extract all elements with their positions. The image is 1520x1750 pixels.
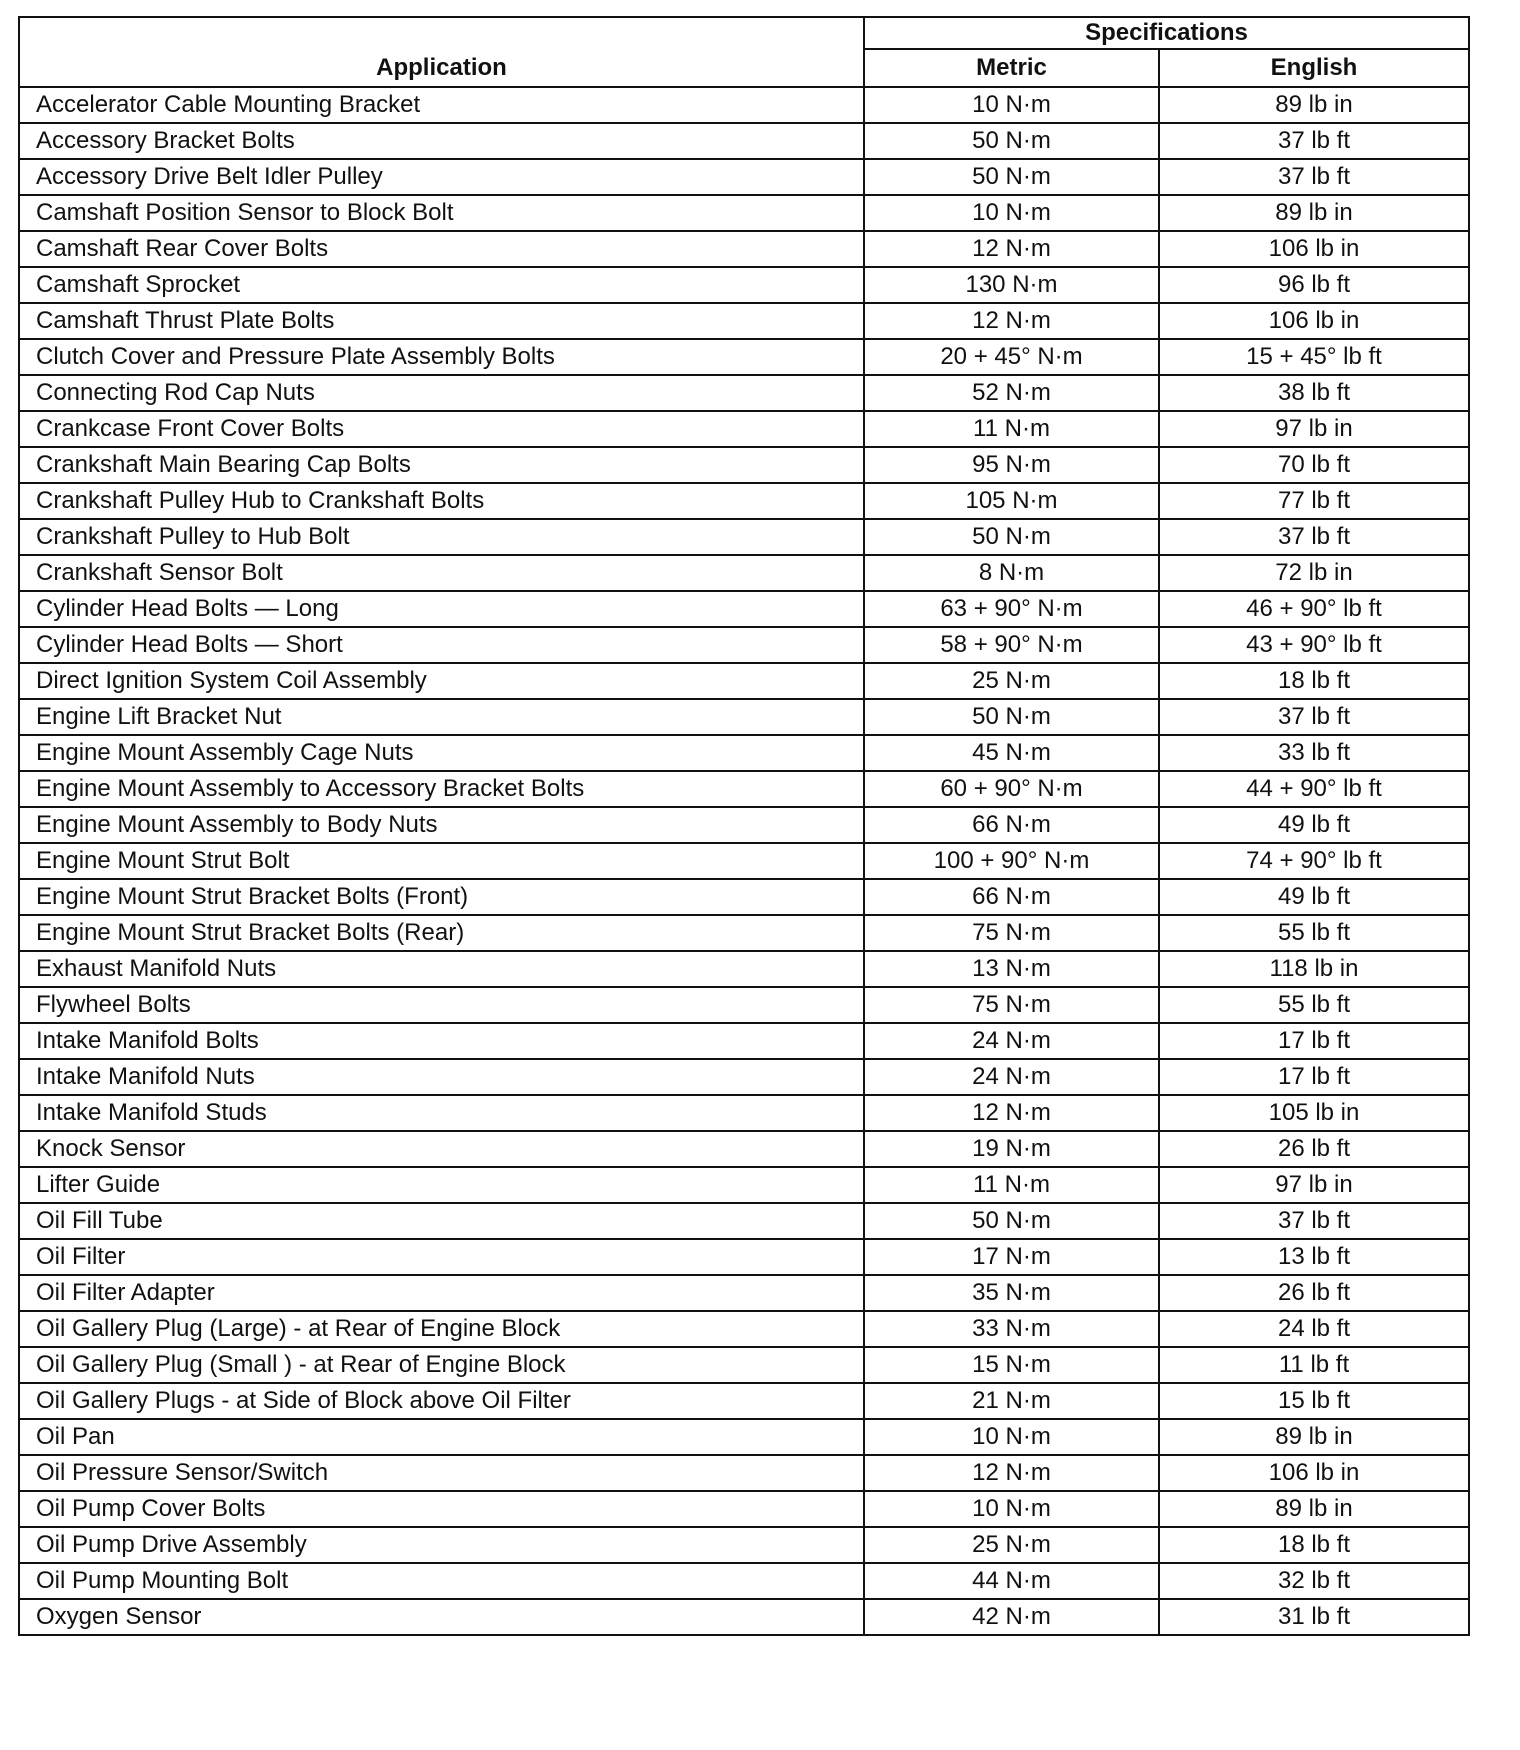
metric-torque-cell: 50 N·m (864, 1203, 1159, 1239)
english-torque-cell: 106 lb in (1159, 1455, 1469, 1491)
table-row (19, 1419, 1469, 1455)
table-row (19, 267, 1469, 303)
english-torque-cell: 89 lb in (1159, 1419, 1469, 1455)
application-cell: Oil Gallery Plug (Small ) - at Rear of Engine Block (19, 1347, 864, 1383)
table-row (19, 591, 1469, 627)
table-row (19, 1059, 1469, 1095)
application-cell: Engine Mount Strut Bracket Bolts (Front) (19, 879, 864, 915)
english-torque-cell: 72 lb in (1159, 555, 1469, 591)
metric-torque-cell: 66 N·m (864, 879, 1159, 915)
metric-torque-cell: 11 N·m (864, 411, 1159, 447)
metric-torque-cell: 17 N·m (864, 1239, 1159, 1275)
application-cell: Engine Mount Assembly to Body Nuts (19, 807, 864, 843)
english-torque-cell: 38 lb ft (1159, 375, 1469, 411)
metric-torque-cell: 10 N·m (864, 195, 1159, 231)
table-row (19, 1491, 1469, 1527)
metric-torque-cell: 12 N·m (864, 303, 1159, 339)
english-torque-cell: 17 lb ft (1159, 1023, 1469, 1059)
metric-torque-cell: 11 N·m (864, 1167, 1159, 1203)
application-cell: Connecting Rod Cap Nuts (19, 375, 864, 411)
table-row (19, 1275, 1469, 1311)
application-cell: Flywheel Bolts (19, 987, 864, 1023)
application-cell: Cylinder Head Bolts — Short (19, 627, 864, 663)
table-row (19, 807, 1469, 843)
application-cell: Direct Ignition System Coil Assembly (19, 663, 864, 699)
english-torque-cell: 96 lb ft (1159, 267, 1469, 303)
application-column-header: Application (19, 17, 864, 87)
metric-torque-cell: 42 N·m (864, 1599, 1159, 1635)
english-torque-cell: 106 lb in (1159, 231, 1469, 267)
metric-torque-cell: 10 N·m (864, 1491, 1159, 1527)
application-cell: Camshaft Sprocket (19, 267, 864, 303)
english-torque-cell: 89 lb in (1159, 1491, 1469, 1527)
metric-torque-cell: 25 N·m (864, 1527, 1159, 1563)
metric-torque-cell: 12 N·m (864, 1095, 1159, 1131)
metric-torque-cell: 75 N·m (864, 987, 1159, 1023)
metric-torque-cell: 95 N·m (864, 447, 1159, 483)
application-cell: Crankshaft Pulley Hub to Crankshaft Bolts (19, 483, 864, 519)
table-row (19, 159, 1469, 195)
table-row (19, 519, 1469, 555)
english-torque-cell: 15 + 45° lb ft (1159, 339, 1469, 375)
application-cell: Oil Pressure Sensor/Switch (19, 1455, 864, 1491)
table-row (19, 483, 1469, 519)
metric-torque-cell: 25 N·m (864, 663, 1159, 699)
application-cell: Camshaft Rear Cover Bolts (19, 231, 864, 267)
english-torque-cell: 118 lb in (1159, 951, 1469, 987)
metric-torque-cell: 50 N·m (864, 699, 1159, 735)
english-torque-cell: 18 lb ft (1159, 1527, 1469, 1563)
metric-torque-cell: 50 N·m (864, 123, 1159, 159)
table-row (19, 231, 1469, 267)
metric-torque-cell: 19 N·m (864, 1131, 1159, 1167)
application-cell: Crankshaft Main Bearing Cap Bolts (19, 447, 864, 483)
application-cell: Crankcase Front Cover Bolts (19, 411, 864, 447)
english-torque-cell: 97 lb in (1159, 411, 1469, 447)
application-cell: Crankshaft Pulley to Hub Bolt (19, 519, 864, 555)
metric-torque-cell: 75 N·m (864, 915, 1159, 951)
english-torque-cell: 105 lb in (1159, 1095, 1469, 1131)
metric-torque-cell: 33 N·m (864, 1311, 1159, 1347)
metric-torque-cell: 52 N·m (864, 375, 1159, 411)
english-torque-cell: 37 lb ft (1159, 519, 1469, 555)
application-cell: Oil Gallery Plugs - at Side of Block above Oil Filter (19, 1383, 864, 1419)
table-row (19, 771, 1469, 807)
metric-torque-cell: 105 N·m (864, 483, 1159, 519)
metric-torque-cell: 21 N·m (864, 1383, 1159, 1419)
application-cell: Camshaft Position Sensor to Block Bolt (19, 195, 864, 231)
application-cell: Crankshaft Sensor Bolt (19, 555, 864, 591)
english-torque-cell: 55 lb ft (1159, 987, 1469, 1023)
table-row (19, 951, 1469, 987)
metric-torque-cell: 12 N·m (864, 231, 1159, 267)
application-cell: Oil Pan (19, 1419, 864, 1455)
english-torque-cell: 17 lb ft (1159, 1059, 1469, 1095)
metric-torque-cell: 60 + 90° N·m (864, 771, 1159, 807)
table-row (19, 375, 1469, 411)
header-row-top (19, 17, 1469, 49)
application-cell: Lifter Guide (19, 1167, 864, 1203)
table-row (19, 1383, 1469, 1419)
english-torque-cell: 49 lb ft (1159, 879, 1469, 915)
english-torque-cell: 26 lb ft (1159, 1275, 1469, 1311)
english-torque-cell: 44 + 90° lb ft (1159, 771, 1469, 807)
application-cell: Camshaft Thrust Plate Bolts (19, 303, 864, 339)
table-row (19, 303, 1469, 339)
english-torque-cell: 43 + 90° lb ft (1159, 627, 1469, 663)
metric-torque-cell: 8 N·m (864, 555, 1159, 591)
metric-torque-cell: 45 N·m (864, 735, 1159, 771)
english-torque-cell: 33 lb ft (1159, 735, 1469, 771)
table-row (19, 1527, 1469, 1563)
metric-torque-cell: 15 N·m (864, 1347, 1159, 1383)
application-cell: Oil Pump Drive Assembly (19, 1527, 864, 1563)
table-row (19, 843, 1469, 879)
table-body (19, 87, 1469, 1635)
metric-torque-cell: 35 N·m (864, 1275, 1159, 1311)
table-row (19, 735, 1469, 771)
metric-torque-cell: 12 N·m (864, 1455, 1159, 1491)
application-cell: Oil Pump Mounting Bolt (19, 1563, 864, 1599)
english-torque-cell: 74 + 90° lb ft (1159, 843, 1469, 879)
application-cell: Engine Mount Assembly Cage Nuts (19, 735, 864, 771)
table-row (19, 699, 1469, 735)
table-row (19, 195, 1469, 231)
table-row (19, 339, 1469, 375)
metric-torque-cell: 10 N·m (864, 1419, 1159, 1455)
table-row (19, 915, 1469, 951)
table-row (19, 987, 1469, 1023)
table-row (19, 1311, 1469, 1347)
specifications-header: Specifications (864, 17, 1469, 49)
english-torque-cell: 37 lb ft (1159, 699, 1469, 735)
application-cell: Accelerator Cable Mounting Bracket (19, 87, 864, 123)
application-cell: Oil Filter (19, 1239, 864, 1275)
application-cell: Intake Manifold Bolts (19, 1023, 864, 1059)
english-torque-cell: 32 lb ft (1159, 1563, 1469, 1599)
application-cell: Accessory Bracket Bolts (19, 123, 864, 159)
metric-torque-cell: 63 + 90° N·m (864, 591, 1159, 627)
application-cell: Intake Manifold Studs (19, 1095, 864, 1131)
application-cell: Clutch Cover and Pressure Plate Assembly Bolts (19, 339, 864, 375)
table-row (19, 1095, 1469, 1131)
metric-torque-cell: 24 N·m (864, 1059, 1159, 1095)
table-row (19, 555, 1469, 591)
metric-torque-cell: 10 N·m (864, 87, 1159, 123)
english-torque-cell: 31 lb ft (1159, 1599, 1469, 1635)
application-cell: Exhaust Manifold Nuts (19, 951, 864, 987)
table-row (19, 879, 1469, 915)
application-cell: Engine Mount Assembly to Accessory Bracket Bolts (19, 771, 864, 807)
application-cell: Oxygen Sensor (19, 1599, 864, 1635)
metric-torque-cell: 100 + 90° N·m (864, 843, 1159, 879)
table-row (19, 123, 1469, 159)
english-torque-cell: 18 lb ft (1159, 663, 1469, 699)
metric-column-header: Metric (864, 49, 1159, 87)
english-torque-cell: 37 lb ft (1159, 1203, 1469, 1239)
english-torque-cell: 24 lb ft (1159, 1311, 1469, 1347)
application-cell: Oil Fill Tube (19, 1203, 864, 1239)
table-row (19, 87, 1469, 123)
table-row (19, 1203, 1469, 1239)
english-torque-cell: 26 lb ft (1159, 1131, 1469, 1167)
metric-torque-cell: 13 N·m (864, 951, 1159, 987)
table-row (19, 447, 1469, 483)
english-torque-cell: 15 lb ft (1159, 1383, 1469, 1419)
english-torque-cell: 46 + 90° lb ft (1159, 591, 1469, 627)
english-torque-cell: 13 lb ft (1159, 1239, 1469, 1275)
application-cell: Engine Lift Bracket Nut (19, 699, 864, 735)
english-torque-cell: 97 lb in (1159, 1167, 1469, 1203)
application-cell: Oil Filter Adapter (19, 1275, 864, 1311)
application-cell: Intake Manifold Nuts (19, 1059, 864, 1095)
english-torque-cell: 11 lb ft (1159, 1347, 1469, 1383)
application-cell: Engine Mount Strut Bolt (19, 843, 864, 879)
english-torque-cell: 89 lb in (1159, 195, 1469, 231)
application-cell: Accessory Drive Belt Idler Pulley (19, 159, 864, 195)
torque-specifications-table (18, 16, 1470, 1636)
table-row (19, 1131, 1469, 1167)
metric-torque-cell: 20 + 45° N·m (864, 339, 1159, 375)
english-torque-cell: 37 lb ft (1159, 123, 1469, 159)
table-row (19, 1455, 1469, 1491)
english-torque-cell: 89 lb in (1159, 87, 1469, 123)
metric-torque-cell: 24 N·m (864, 1023, 1159, 1059)
table-row (19, 1167, 1469, 1203)
english-column-header: English (1159, 49, 1469, 87)
table-row (19, 1023, 1469, 1059)
metric-torque-cell: 50 N·m (864, 159, 1159, 195)
metric-torque-cell: 44 N·m (864, 1563, 1159, 1599)
english-torque-cell: 37 lb ft (1159, 159, 1469, 195)
english-torque-cell: 70 lb ft (1159, 447, 1469, 483)
metric-torque-cell: 130 N·m (864, 267, 1159, 303)
table-row (19, 663, 1469, 699)
application-cell: Knock Sensor (19, 1131, 864, 1167)
table-header (19, 17, 1469, 87)
english-torque-cell: 106 lb in (1159, 303, 1469, 339)
application-cell: Oil Pump Cover Bolts (19, 1491, 864, 1527)
english-torque-cell: 77 lb ft (1159, 483, 1469, 519)
application-cell: Oil Gallery Plug (Large) - at Rear of Engine Block (19, 1311, 864, 1347)
table-row (19, 1347, 1469, 1383)
metric-torque-cell: 50 N·m (864, 519, 1159, 555)
table-row (19, 1563, 1469, 1599)
table-row (19, 1599, 1469, 1635)
application-cell: Engine Mount Strut Bracket Bolts (Rear) (19, 915, 864, 951)
table-row (19, 1239, 1469, 1275)
metric-torque-cell: 58 + 90° N·m (864, 627, 1159, 663)
application-cell: Cylinder Head Bolts — Long (19, 591, 864, 627)
english-torque-cell: 49 lb ft (1159, 807, 1469, 843)
table-row (19, 411, 1469, 447)
metric-torque-cell: 66 N·m (864, 807, 1159, 843)
table-row (19, 627, 1469, 663)
english-torque-cell: 55 lb ft (1159, 915, 1469, 951)
